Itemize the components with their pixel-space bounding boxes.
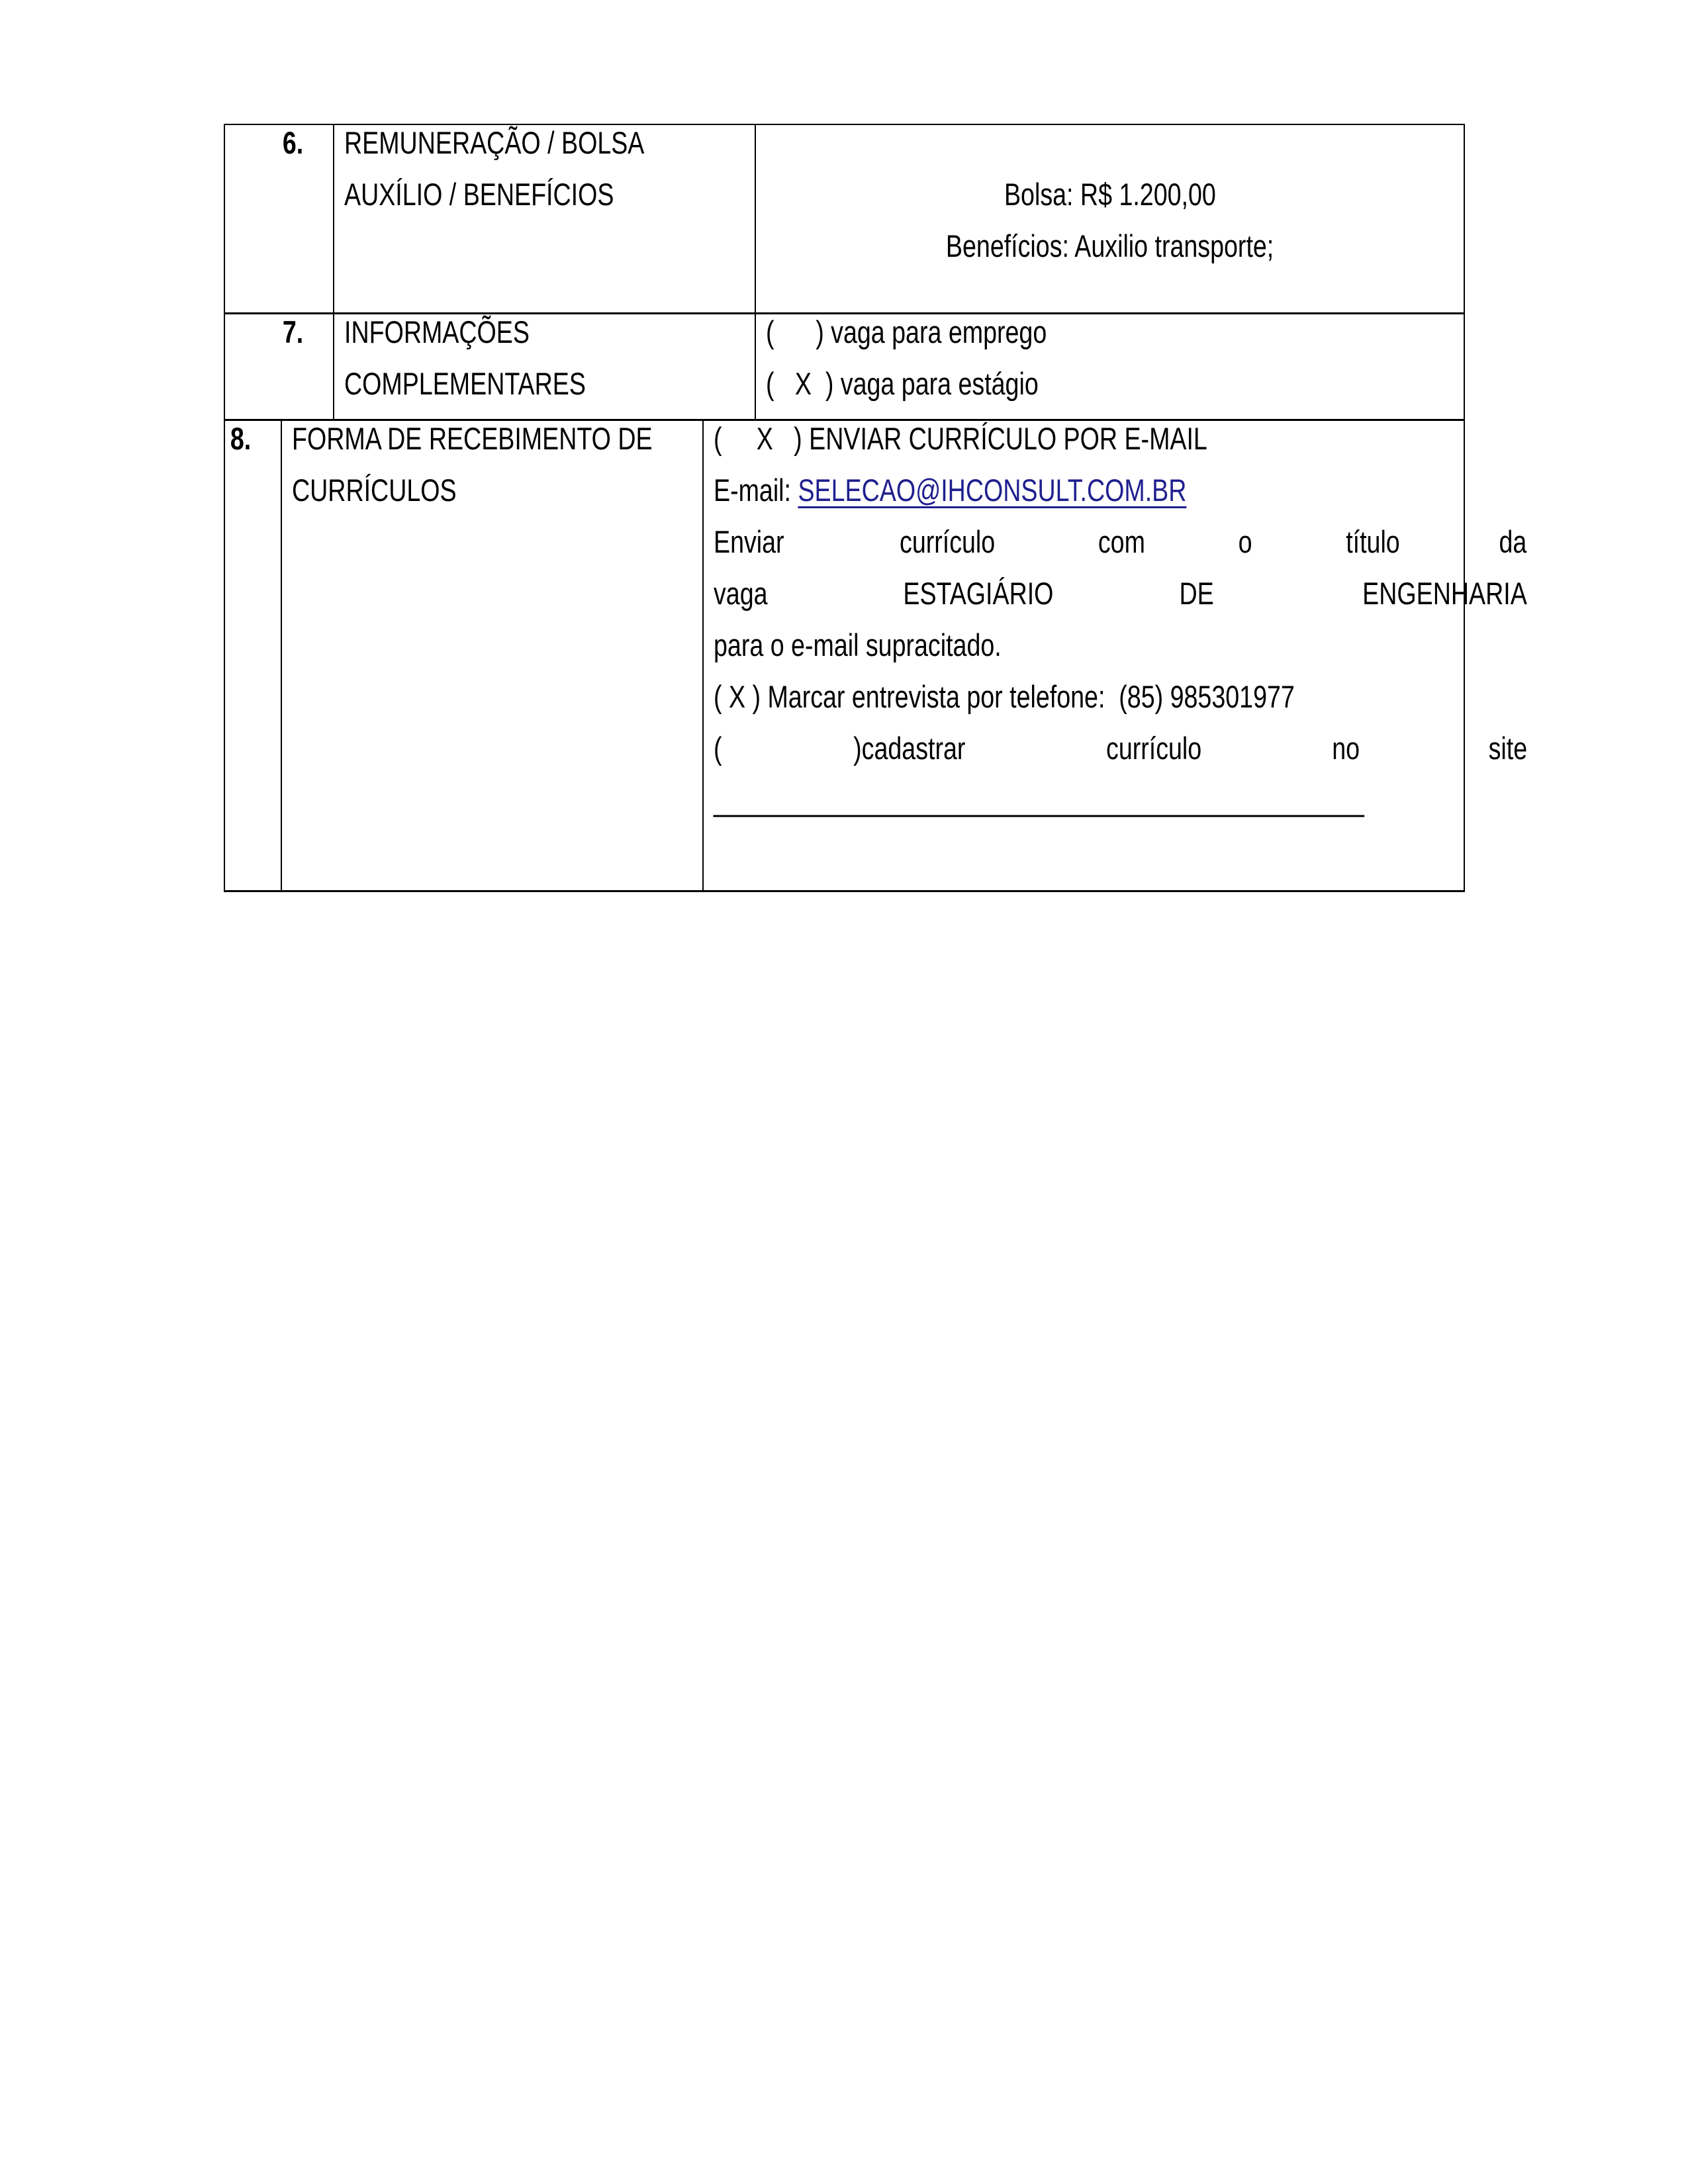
row-number: 8. (230, 421, 252, 456)
justified-word: ESTAGIÁRIO (903, 576, 1054, 611)
row-label-text: FORMA DE RECEBIMENTO DE (292, 421, 653, 456)
content-text: _______________________________________________ (714, 782, 1365, 817)
row-label-cell (334, 125, 756, 312)
content-line (766, 306, 1454, 358)
row-number-line (225, 306, 303, 358)
justified-word: da (1499, 524, 1527, 559)
justified-word: )cadastrar (853, 731, 966, 766)
justified-word: currículo (1106, 731, 1202, 766)
row-label-text: INFORMAÇÕES (344, 314, 530, 349)
row-label-line (344, 117, 755, 169)
content-text: Benefícios: Auxilio transporte; (945, 228, 1274, 263)
content-line (766, 169, 1454, 220)
row-content-cell (756, 314, 1464, 419)
justified-line (714, 516, 1527, 568)
row-label-text: REMUNERAÇÃO / BOLSA (344, 125, 645, 160)
content-line (766, 358, 1454, 410)
row-label-text: COMPLEMENTARES (344, 366, 586, 401)
content-text: ( X ) vaga para estágio (766, 366, 1039, 401)
justified-word: site (1488, 731, 1527, 766)
table-row (225, 314, 1464, 421)
row-number-line (225, 117, 303, 169)
row-number-cell (225, 314, 334, 419)
content-line (766, 220, 1454, 272)
justified-word: currículo (899, 524, 995, 559)
row-label-cell (334, 314, 756, 419)
row-number-cell (225, 421, 282, 890)
content-text: Bolsa: R$ 1.200,00 (1004, 177, 1216, 212)
row-label-line (344, 169, 755, 220)
content-text: para o e-mail supracitado. (714, 627, 1002, 662)
row-label-line (344, 306, 755, 358)
row-content-cell (704, 421, 1537, 890)
content-line (714, 413, 1527, 465)
content-text: ( X ) ENVIAR CURRÍCULO POR E-MAIL (714, 421, 1208, 456)
content-text: ( ) vaga para emprego (766, 314, 1047, 349)
row-number: 7. (282, 314, 303, 349)
row-label-text: CURRÍCULOS (292, 473, 457, 508)
content-line (714, 774, 1527, 826)
row-label-line (344, 358, 755, 410)
content-text: ( X ) Marcar entrevista por telefone: (85) 985301977 (714, 679, 1295, 714)
justified-word: no (1332, 731, 1360, 766)
email-label: E-mail: (714, 473, 798, 508)
justified-word: com (1098, 524, 1145, 559)
content-line (714, 671, 1527, 723)
row-label-line (292, 465, 702, 516)
row-number: 6. (282, 125, 303, 160)
justified-word: ( (714, 731, 722, 766)
justified-word: ENGENHARIA (1362, 576, 1527, 611)
email-line (714, 465, 1527, 516)
table-row (225, 421, 1527, 890)
row-label-text: AUXÍLIO / BENEFÍCIOS (344, 177, 614, 212)
row-label-line (292, 413, 702, 465)
row-label-cell (282, 421, 704, 890)
table-row (225, 125, 1464, 314)
row-number-line (225, 413, 251, 465)
vacancy-form-table (224, 124, 1527, 892)
justified-word: DE (1179, 576, 1214, 611)
justified-word: Enviar (714, 524, 784, 559)
content-line (766, 117, 1454, 169)
justified-line (714, 568, 1527, 619)
justified-word: título (1346, 524, 1401, 559)
email-link[interactable]: SELECAO@IHCONSULT.COM.BR (798, 473, 1187, 508)
content-line (714, 619, 1527, 671)
row-content-cell (756, 125, 1464, 312)
justified-word: vaga (714, 576, 768, 611)
justified-line (714, 723, 1527, 774)
row-number-cell (225, 125, 334, 312)
justified-word: o (1238, 524, 1252, 559)
